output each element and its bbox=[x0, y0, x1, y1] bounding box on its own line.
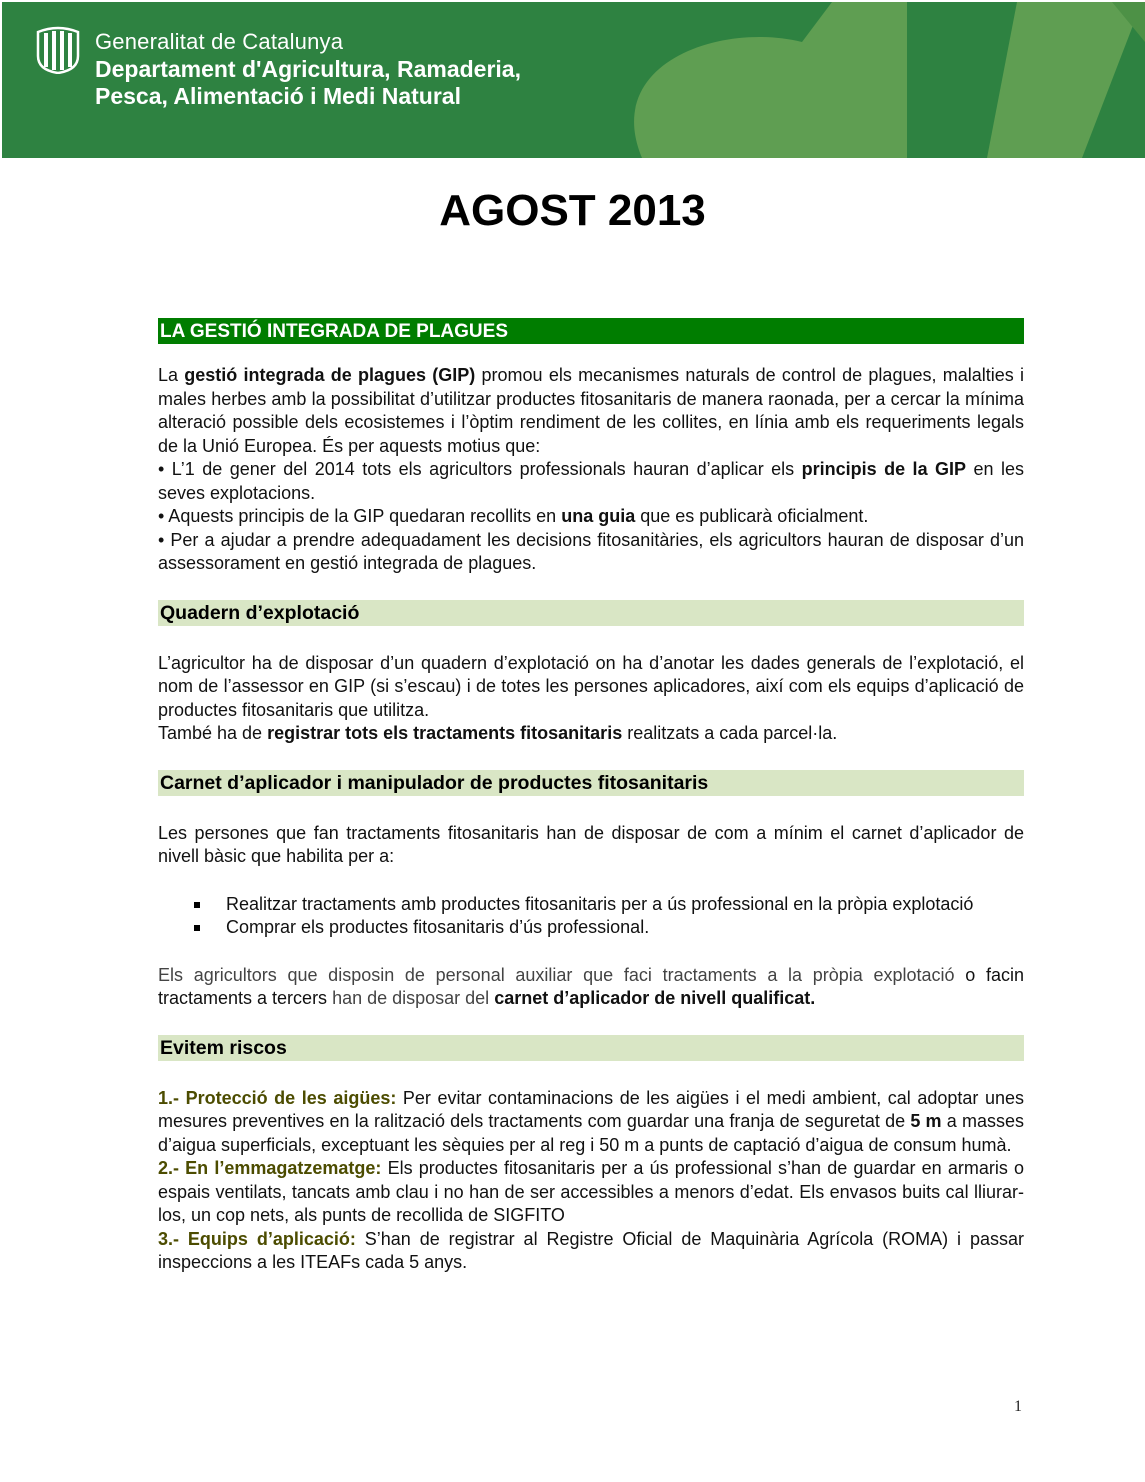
risc-item-1: 1.- Protecció de les aigües: Per evitar contaminacions de les aigües i el medi ambient, cal adoptar unes mesures preventives en la ralització dels tractaments com guardar una franja de seguretat de 5 m a masses d’aigua superficials, exceptuant les sèquies per al reg i 50 m a punts de captació d’aigua de consum humà. bbox=[158, 1087, 1024, 1155]
page-number: 1 bbox=[1014, 1398, 1022, 1415]
square-bullet-icon bbox=[194, 925, 200, 931]
gip-bullet-2: • Aquests principis de la GIP quedaran recollits en una guia que es publicarà oficialment. bbox=[158, 506, 869, 526]
department-name: Departament d'Agricultura, Ramaderia, Pesca, Alimentació i Medi Natural bbox=[95, 56, 521, 109]
section-heading-carnet: Carnet d’aplicador i manipulador de productes fitosanitaris bbox=[158, 770, 1024, 796]
carnet-paragraph-1: Les persones que fan tractaments fitosanitaris han de disposar de com a mínim el carnet d’aplicador de nivell bàsic que habilita per a: bbox=[158, 822, 1024, 866]
risc-item-3: 3.- Equips d’aplicació: S’han de registrar al Registre Oficial de Maquinària Agrícola (ROMA) i passar inspeccions a les ITEAFs cada 5 anys. bbox=[158, 1228, 1024, 1272]
section-heading-gip: LA GESTIÓ INTEGRADA DE PLAGUES bbox=[158, 318, 1024, 344]
header-banner bbox=[2, 2, 1145, 158]
carnet-paragraph-2: Els agricultors que disposin de personal auxiliar que faci tractaments a la pròpia explotació o facin tractaments a tercers han de disposar del carnet d’aplicador de nivell qualificat. bbox=[158, 964, 1024, 1008]
quadern-paragraph-2: També ha de registrar tots els tractaments fitosanitaris realitzats a cada parcel·la. bbox=[158, 723, 838, 743]
org-name: Generalitat de Catalunya bbox=[95, 29, 344, 54]
list-item: Comprar els productes fitosanitaris d’ús professional. bbox=[194, 916, 1024, 940]
generalitat-logo-icon bbox=[36, 26, 80, 74]
gip-bullet-1: • L’1 de gener del 2014 tots els agricultors professionals hauran d’aplicar els principis de la GIP en les seves explotacions. bbox=[158, 459, 1024, 503]
section-heading-riscos: Evitem riscos bbox=[158, 1035, 1024, 1061]
page-title: AGOST 2013 bbox=[439, 186, 706, 235]
square-bullet-icon bbox=[194, 902, 200, 908]
document-body bbox=[158, 318, 1024, 1275]
gip-intro: La gestió integrada de plagues (GIP) promou els mecanismes naturals de control de plagues, malalties i males herbes amb la possibilitat d’utilitzar productes fitosanitaris de manera raonada, per a cercar la mínima alteració possible dels ecosistemes i l’òptim rendiment de les collites, en línia amb els requeriments legals de la Unió Europea. És per aquests motius que: bbox=[158, 365, 1024, 456]
section-heading-quadern: Quadern d’explotació bbox=[158, 600, 1024, 626]
gip-bullet-3: • Per a ajudar a prendre adequadament les decisions fitosanitàries, els agricultors hauran de disposar d’un assessorament en gestió integrada de plagues. bbox=[158, 529, 1024, 573]
list-item: Realitzar tractaments amb productes fitosanitaris per a ús professional en la pròpia explotació bbox=[194, 893, 1024, 917]
risc-item-2: 2.- En l’emmagatzematge: Els productes fitosanitaris per a ús professional s’han de guardar en armaris o espais ventilats, tancats amb clau i no han de ser accessibles a menors d’edat. Els envasos buits cal lliurar-los, un cop nets, als punts de recollida de SIGFITO bbox=[158, 1158, 1025, 1225]
quadern-paragraph-1: L’agricultor ha de disposar d’un quadern d’explotació on ha d’anotar les dades generals de l’explotació, el nom de l’assessor en GIP (si s’escau) i de totes les persones aplicadores, així com els equips d’aplicació de productes fitosanitaris que utilitza. bbox=[158, 652, 1024, 720]
carnet-list bbox=[158, 893, 1024, 940]
